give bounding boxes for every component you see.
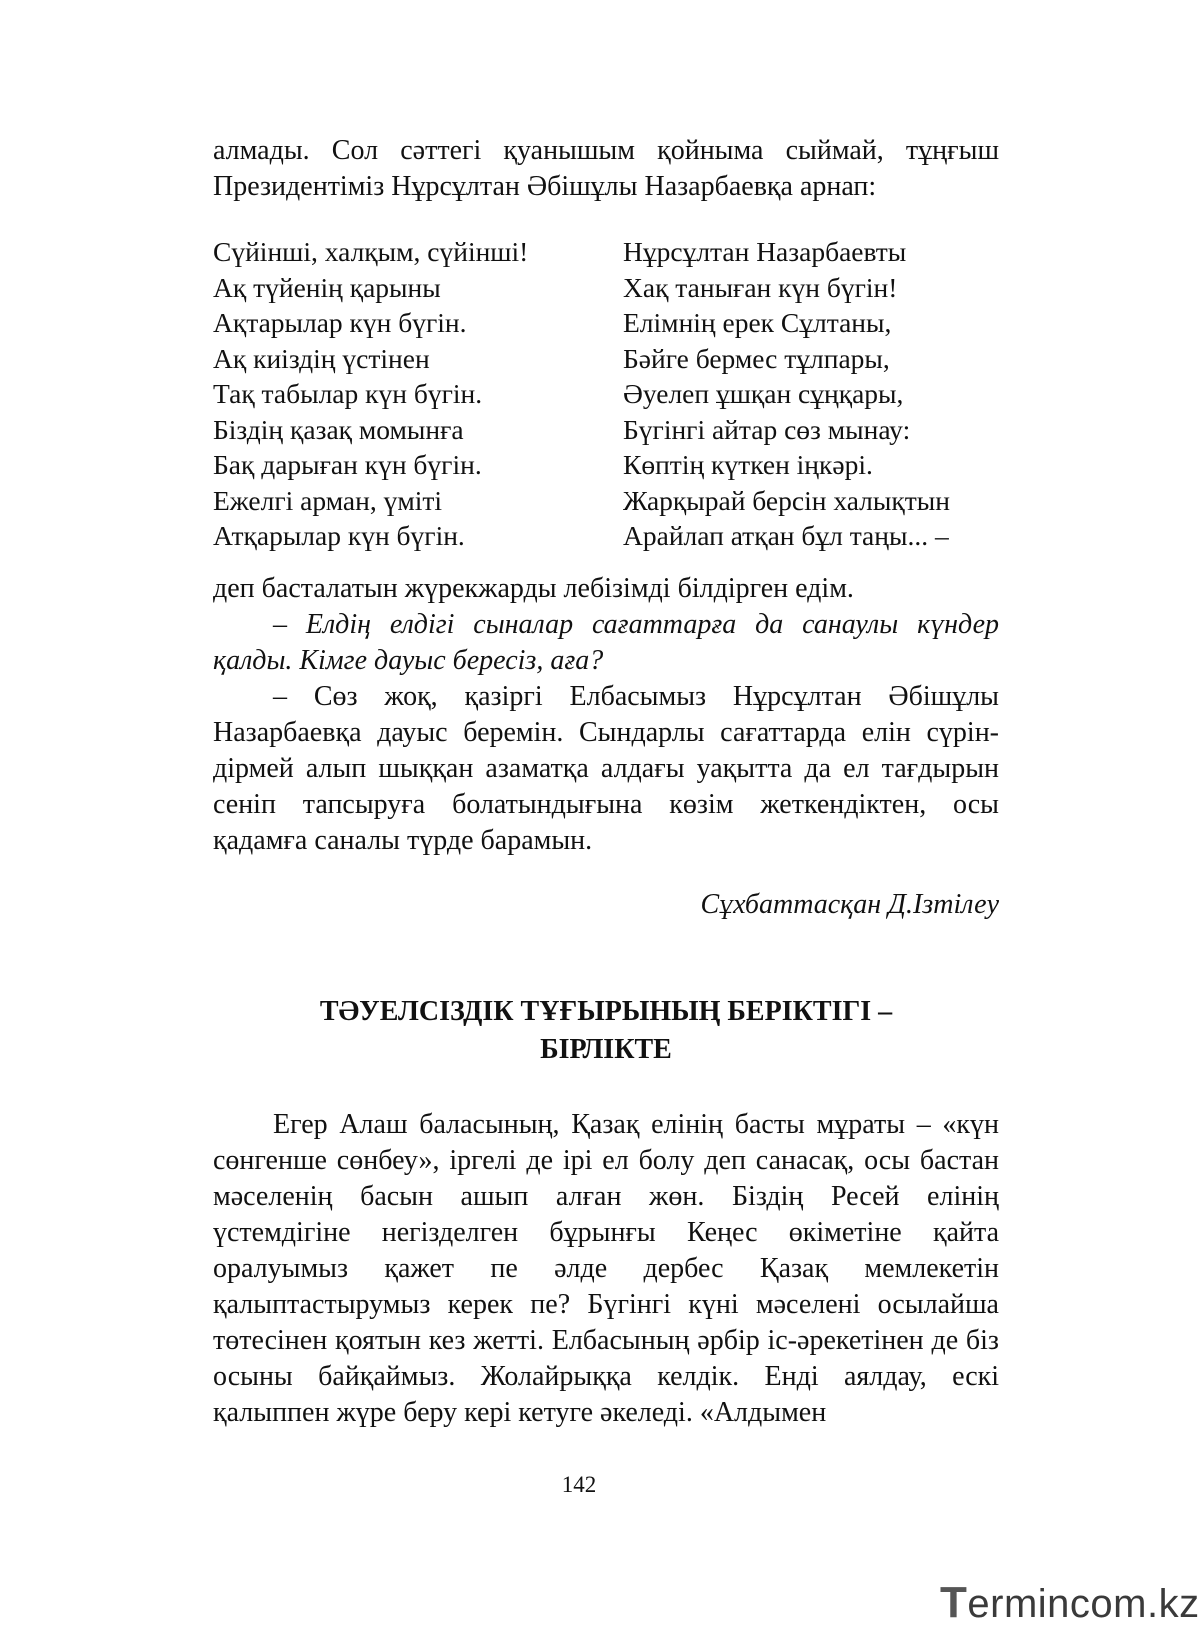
- heading-line-1: ТӘУЕЛСІЗДІК ТҰҒЫРЫНЫҢ БЕРІКТІГІ –: [319, 996, 893, 1027]
- poem-line: Бақ дарыған күн бүгін.: [213, 449, 482, 480]
- poem-line: Нұрсұлтан Назарбаевты: [623, 236, 907, 267]
- poem-line: Бүгінгі айтар сөз мынау:: [623, 413, 911, 445]
- poem-line: Жарқырай берсін халықтын: [623, 484, 950, 516]
- interview-section: [213, 571, 999, 859]
- poem-line: Арайлап атқан бұл таңы... –: [623, 520, 949, 551]
- site-watermark-logo: [940, 1578, 1200, 1628]
- poem-right-column: [623, 234, 950, 554]
- poem-line: Ежелгі арман, үміті: [213, 484, 443, 516]
- poem-line: Біздің қазақ момынға: [213, 413, 464, 445]
- poem-line: Ақ киіздің үстінен: [213, 342, 430, 374]
- poem-line: Атқарылар күн бүгін.: [213, 520, 465, 551]
- poem-line: Ақ түйенің қарыны: [213, 271, 441, 303]
- interviewer-signature: Сұхбаттасқан Д.Ізтілеу: [700, 889, 999, 920]
- heading-line-2: БІРЛІКТЕ: [540, 1034, 672, 1065]
- article-heading: [213, 993, 999, 1069]
- intro-paragraph: алмады. Сол сәттегі қуанышым қойныма сыймай, тұңғыш Президентіміз Нұрсұлтан Әбішұлы Назарбаевқа арнап:: [213, 135, 999, 202]
- after-poem-paragraph: деп басталатын жүрекжарды лебізімді білдірген едім.: [213, 573, 854, 604]
- page-number: 142: [561, 1472, 597, 1497]
- answer-paragraph: – Сөз жоқ, қазіргі Елбасымыз Нұрсұлтан Әбішұлы Назарбаевқа дауыс беремін. Сындарлы сағаттарда елін сүріндірмей алып шыққан азаматқа алдағы уақытта да ел тағдырын сеніп тапсыруға болатындығына көзім жеткендіктен, осы қадамға саналы түрде барамын.: [213, 681, 999, 856]
- watermark-domain: m.kz: [1113, 1582, 1200, 1626]
- poem-line: Сүйінші, халқым, сүйінші!: [213, 236, 529, 267]
- poem-line: Тақ табылар күн бүгін.: [213, 378, 483, 409]
- question-paragraph: – Елдің елдігі сыналар сағаттарға да санаулы күндер қалды. Кімге дауыс бересіз, аға?: [213, 609, 999, 676]
- watermark-text: erminc: [967, 1582, 1091, 1626]
- poem-line: Бәйге бермес тұлпары,: [623, 342, 890, 374]
- poem-line: Ақтарылар күн бүгін.: [213, 307, 467, 338]
- watermark-letter: T: [940, 1578, 968, 1627]
- poem-line: Хақ таныған күн бүгін!: [623, 271, 898, 303]
- poem-left-column: [213, 234, 528, 554]
- poem-line: Елімнің ерек Сұлтаны,: [623, 307, 892, 338]
- magnifier-icon: o: [1090, 1582, 1114, 1626]
- poem-line: Әуелеп ұшқан сұңқары,: [623, 378, 904, 409]
- poem-line: Көптің күткен іңкәрі.: [623, 449, 873, 480]
- article-paragraph: Егер Алаш баласының, Қазақ елінің басты мұраты – «күн сөнгенше сөнбеу», іргелі де ірі ел болу деп санасақ, осы бастан мәселенің басын ашып алған жөн. Біздің Ресей елінің үстемдігіне негізделген бұрынғы Кеңес өкіметіне қайта оралуымыз қажет пе әлде дербес Қазақ мемлекетін қалыптастырумыз керек пе? Бүгінгі күні мәселені осылайша төтесінен қоятын кез жетті. Елбасының әрбір іс-әрекетінен де біз осыны байқаймыз. Жолайрыққа келдік. Енді аялдау, ескі қалыппен жүре беру кері кетуге әкеледі. «Алдымен: [213, 1109, 999, 1428]
